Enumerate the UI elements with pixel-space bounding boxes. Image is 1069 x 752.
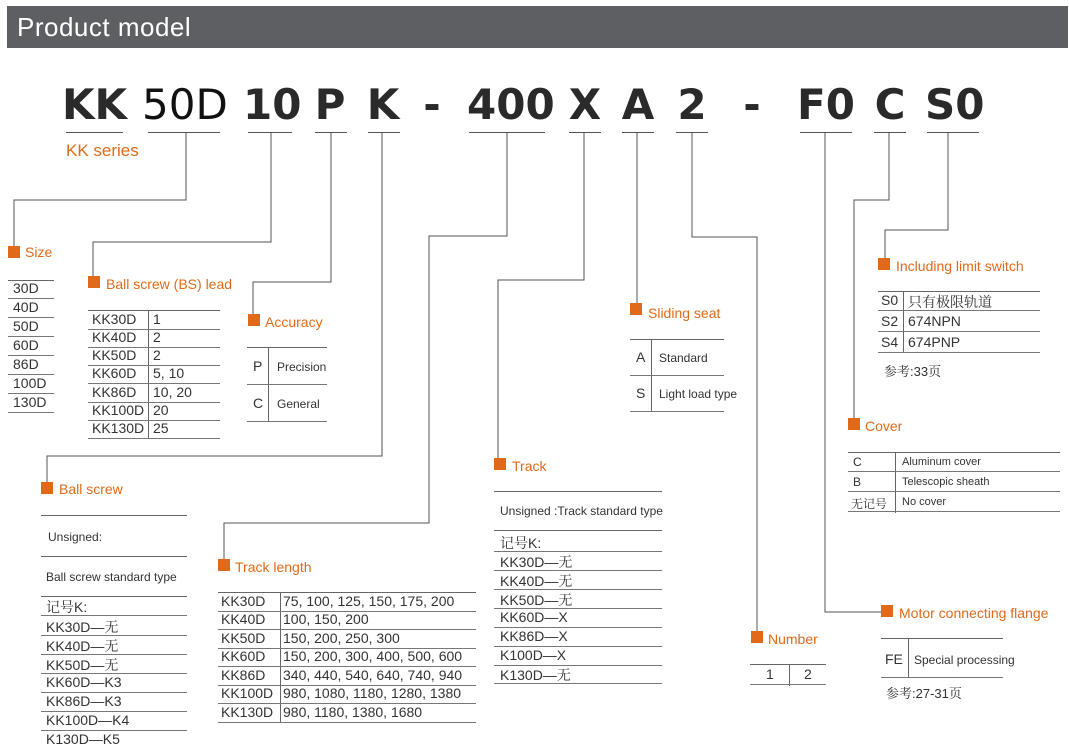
track-length-bullet [218,559,230,571]
accuracy-row: P Precision [247,348,327,385]
ball-screw-standard: Ball screw standard type [46,570,177,584]
bs-lead-row: KK40D 2 [88,329,220,348]
flange-ref: 参考:27-31页 [886,686,962,701]
limit-switch-row: S2 674NPN [878,313,1040,332]
accuracy-row: C General [247,385,327,422]
size-row: 60D [8,337,54,356]
ball-screw-row: KK40D—无 [41,636,187,655]
cover-row: B Telescopic sheath [848,473,1060,492]
code-size: 50D [142,80,228,129]
bs-lead-row: KK86D 10, 20 [88,384,220,403]
track-length-row: KK86D 340, 440, 540, 640, 740, 940 [218,667,476,686]
ball-screw-row: 记号K: [41,597,187,616]
cover-row: 无记号 No cover [848,493,1060,512]
ball-screw-row: K130D—K5 [46,731,120,747]
code-track: X [568,80,602,129]
code-track-length: 400 [467,80,555,129]
track-length-title: Track length [235,559,312,575]
number-title: Number [768,631,818,647]
sliding-seat-row: A Standard [630,340,724,376]
code-sliding-seat: A [621,80,655,129]
series-label: KK series [66,141,139,160]
track-row: KK60D—X [494,609,662,628]
ball-screw-title: Ball screw [59,481,123,497]
track-bullet [494,458,506,470]
code-number: 2 [677,80,707,129]
code-cover: C [874,80,906,129]
track-row: K130D—无 [494,665,662,684]
size-row: 86D [8,356,54,375]
track-row: KK86D—X [494,628,662,647]
track-row: 记号K: [494,533,662,552]
flange-row: FE Special processing [881,639,1003,678]
ball-screw-row: KK50D—无 [41,655,187,674]
page-title: Product model [17,12,192,42]
cover-row: C Aluminum cover [848,453,1060,472]
track-row: KK30D—无 [494,552,662,571]
bs-lead-row: KK30D 1 [88,311,220,330]
limit-switch-row: S4 674PNP [878,334,1040,353]
size-title: Size [25,244,53,260]
ball-screw-divider [41,556,187,557]
code-dash-1: - [423,80,441,129]
track-unsigned: Unsigned :Track standard type [500,504,663,518]
ball-screw-table-top [41,515,187,516]
limit-switch-ref: 参考:33页 [884,364,942,379]
track-length-row: KK30D 75, 100, 125, 150, 175, 200 [218,593,476,612]
track-length-row: KK60D 150, 200, 300, 400, 500, 600 [218,648,476,667]
track-length-row: KK130D 980, 1180, 1380, 1680 [218,704,476,723]
code-accuracy: P [314,80,346,129]
sliding-seat-bullet [630,303,642,315]
track-row: KK50D—无 [494,590,662,609]
bs-lead-title: Ball screw (BS) lead [106,276,233,292]
bs-lead-row: KK130D 25 [88,420,220,439]
track-table-top [494,491,662,492]
code-dash-2: - [743,80,761,129]
bs-lead-row: KK100D 20 [88,402,220,421]
cover-title: Cover [865,418,903,434]
limit-switch-row: S0 只有极限轨道 [878,292,1040,311]
bs-lead-bullet [88,276,100,288]
bs-lead-row: KK50D 2 [88,347,220,366]
sliding-seat-row: S Light load type [630,376,724,412]
accuracy-title: Accuracy [265,314,323,330]
ball-screw-bullet [41,482,53,494]
flange-title: Motor connecting flange [899,605,1049,621]
cover-bullet [848,418,860,430]
size-row: 50D [8,318,54,337]
ball-screw-row: KK86D—K3 [41,693,187,712]
limit-switch-title: Including limit switch [896,258,1024,274]
limit-switch-bullet [878,258,890,270]
number-bullet [751,631,763,643]
code-lead: 10 [243,80,302,129]
size-row: 40D [8,299,54,318]
size-row: 130D [8,394,54,413]
size-row: 100D [8,375,54,394]
code-series: KK [62,80,128,129]
accuracy-bullet [248,314,260,326]
number-table-top [750,664,826,665]
track-length-row: KK50D 150, 200, 250, 300 [218,630,476,649]
track-length-row: KK100D 980, 1080, 1180, 1280, 1380 [218,685,476,704]
code-flange: F0 [797,80,855,129]
ball-screw-row: KK100D—K4 [41,712,187,731]
size-row: 30D [8,280,54,299]
track-divider [494,530,662,531]
size-bullet [8,246,20,258]
track-row: KK40D—无 [494,571,662,590]
bs-lead-row: KK60D 5, 10 [88,365,220,384]
ball-screw-unsigned: Unsigned: [48,530,103,544]
ball-screw-row: KK60D—K3 [41,674,187,693]
ball-screw-row: KK30D—无 [41,617,187,636]
flange-bullet [881,605,893,617]
code-limit-switch: S0 [925,80,985,129]
sliding-seat-title: Sliding seat [648,305,721,321]
track-length-row: KK40D 100, 150, 200 [218,611,476,630]
number-row: 1 2 [750,666,826,685]
track-row: K100D—X [494,647,662,666]
track-title: Track [512,458,547,474]
code-ball-screw: K [366,80,400,129]
